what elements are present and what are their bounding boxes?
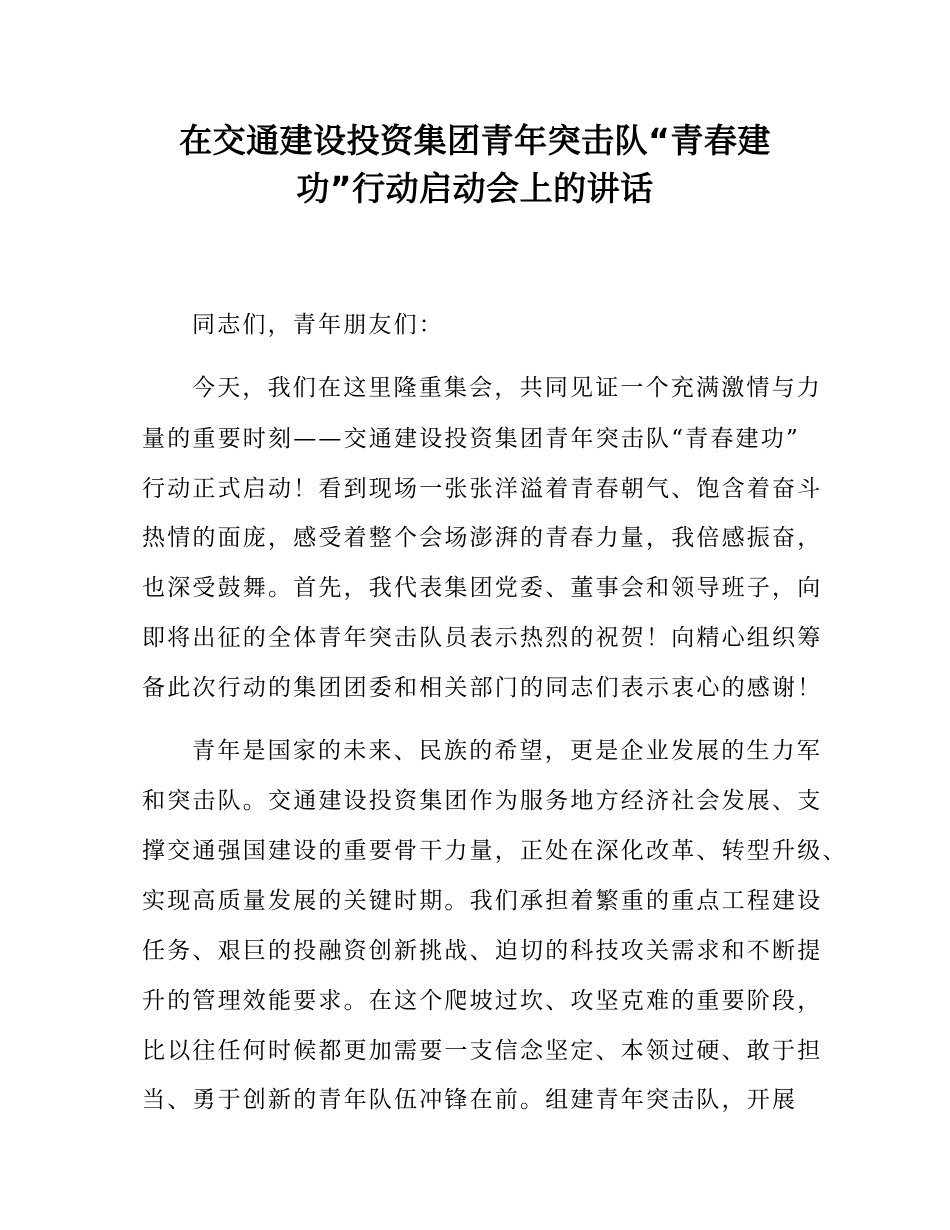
salutation: 同志们，青年朋友们： [192,312,444,338]
paragraph-2-line-8: 当、勇于创新的青年队伍冲锋在前。组建青年突击队，开展 [142,1087,798,1113]
paragraph-1-line-5: 也深受鼓舞。首先，我代表集团党委、董事会和领导班子，向 [142,575,823,601]
paragraph-1-line-2: 量的重要时刻——交通建设投资集团青年突击队“青春建功” [142,426,800,452]
paragraph-1-line-7: 备此次行动的集团团委和相关部门的同志们表示衷心的感谢！ [142,675,823,701]
paragraph-2-line-2: 和突击队。交通建设投资集团作为服务地方经济社会发展、支 [142,788,823,814]
paragraph-2-line-1: 青年是国家的未来、民族的希望，更是企业发展的生力军 [192,738,822,764]
document-title-line-1: 在交通建设投资集团青年突击队“青春建 [179,121,771,160]
paragraph-2-line-3: 撑交通强国建设的重要骨干力量，正处在深化改革、转型升级、 [142,838,848,864]
paragraph-1-line-1: 今天，我们在这里隆重集会，共同见证一个充满激情与力 [192,375,822,401]
document-title-line-2: 功”行动启动会上的讲话 [296,169,654,208]
paragraph-2-line-4: 实现高质量发展的关键时期。我们承担着繁重的重点工程建设 [142,888,823,914]
paragraph-1-line-4: 热情的面庞，感受着整个会场澎湃的青春力量，我倍感振奋， [142,525,823,551]
paragraph-1-line-3: 行动正式启动！看到现场一张张洋溢着青春朝气、饱含着奋斗 [142,476,823,502]
paragraph-2-line-5: 任务、艰巨的投融资创新挑战、迫切的科技攻关需求和不断提 [142,938,823,964]
paragraph-2-line-6: 升的管理效能要求。在这个爬坡过坎、攻坚克难的重要阶段， [142,988,823,1014]
paragraph-1-line-6: 即将出征的全体青年突击队员表示热烈的祝贺！向精心组织筹 [142,625,823,651]
paragraph-2-line-7: 比以往任何时候都更加需要一支信念坚定、本领过硬、敢于担 [142,1038,823,1064]
